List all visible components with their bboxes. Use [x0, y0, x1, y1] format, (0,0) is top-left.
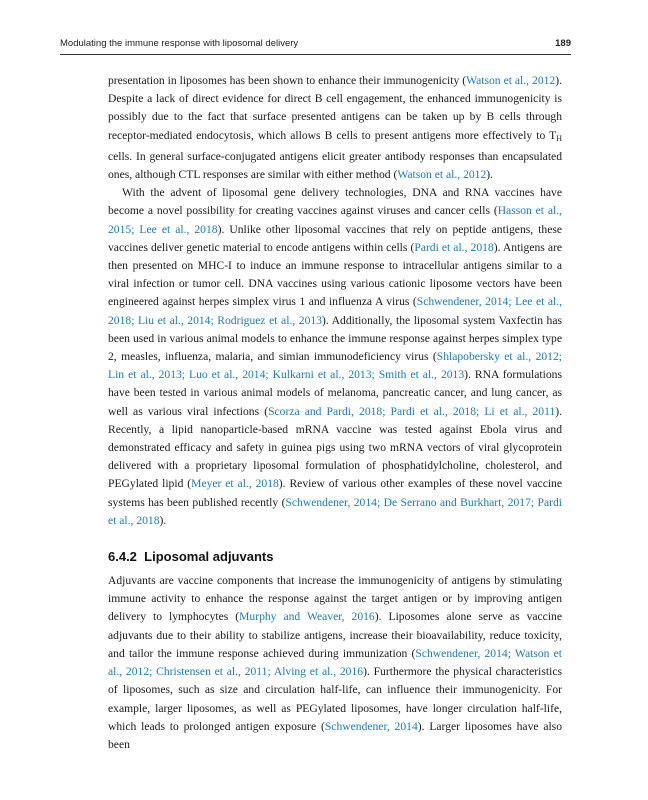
citation-link[interactable]: Murphy and Weaver, 2016	[239, 610, 375, 624]
page-number: 189	[555, 38, 571, 49]
citation-link[interactable]: Scorza and Pardi, 2018; Pardi et al., 2018; Li et al., 2011	[268, 404, 556, 418]
paragraph: Adjuvants are vaccine components that increase the immunogenicity of antigens by stimulating immune activity to enhance the response against the target antigen or by improving antigen delivery to lymphocytes (Murphy and Weaver, 2016). Liposomes alone serve as vaccine adjuvants due to their ability to stabilize antigens, increase their bioavailability, reduce toxicity, and tailor the immune response achieved during immunization (Schwendener, 2014; Watson et al., 2012; Christensen et al., 2011; Alving et al., 2016). Furthermore the physical characteristics of liposomes, such as size and circulation half-life, can influence their immunogenicity. For example, larger liposomes, as well as PEGylated liposomes, have longer circulation half-life, which leads to prolonged antigen exposure (Schwendener, 2014). Larger liposomes have also been	[108, 574, 562, 751]
section-number: 6.4.2	[108, 549, 137, 565]
citation-link[interactable]: Watson et al., 2012	[397, 168, 487, 182]
citation-link[interactable]: Schwendener, 2014	[324, 719, 418, 733]
subscript: H	[556, 133, 562, 143]
citation-link[interactable]: Watson et al., 2012	[466, 74, 556, 87]
section-heading	[108, 548, 562, 566]
section-title: Liposomal adjuvants	[144, 549, 274, 565]
header-rule	[60, 54, 571, 55]
paragraph: presentation in liposomes has been shown to enhance their immunogenicity (Watson et al., 2012). Despite a lack of direct evidence for direct B cell engagement, the enhanced immunogenicity is possibly due to the fact that surface presented antigens can be taken up by B cells through receptor-mediated endocytosis, which allows B cells to present antigens more effectively to $T_H$ cells. In general surface-conjugated antigens elicit greater antibody responses than encapsulated ones, although CTL responses are similar with either method (Watson et al., 2012).	[108, 74, 562, 182]
citation-link[interactable]: Hasson et al., 2015; Lee et al., 2018	[108, 204, 562, 236]
citation-link[interactable]: Pardi et al., 2018	[414, 240, 494, 254]
paragraph: With the advent of liposomal gene delivery technologies, DNA and RNA vaccines have become a novel possibility for creating vaccines against viruses and cancer cells (Hasson et al., 2015; Lee et al., 2018). Unlike other liposomal vaccines that rely on peptide antigens, these vaccines deliver genetic material to encode antigens within cells (Pardi et al., 2018). Antigens are then presented on MHC-I to induce an immune response to intracellular antigens similar to a viral infection or tumor cell. DNA vaccines using various cationic liposome vectors have been engineered against herpes simplex virus 1 and influenza A virus (Schwendener, 2014; Lee et al., 2018; Liu et al., 2014; Rodriguez et al., 2013). Additionally, the liposomal system Vaxfectin has been used in various animal models to enhance the immune response against herpes simplex type 2, measles, influenza, malaria, and simian immunodeficiency virus (Shlapobersky et al., 2012; Lin et al., 2013; Luo et al., 2014; Kulkarni et al., 2013; Smith et al., 2013). RNA formulations have been tested in various animal models of melanoma, pancreatic cancer, and lung cancer, as well as various viral infections (Scorza and Pardi, 2018; Pardi et al., 2018; Li et al., 2011). Recently, a lipid nanoparticle-based mRNA vaccine was tested against Ebola virus and demonstrated efficacy and safety in guinea pigs using two mRNA vectors of viral glycoprotein delivered with a proprietary liposomal formulation of phosphatidylcholine, cholesterol, and PEGylated lipid (Meyer et al., 2018). Review of various other examples of these novel vaccine systems has been published recently (Schwendener, 2014; De Serrano and Burkhart, 2017; Pardi et al., 2018).	[108, 186, 563, 527]
citation-link[interactable]: Schwendener, 2014; Lee et al., 2018; Liu et al., 2014; Rodriguez et al., 2013	[108, 295, 562, 327]
citation-link[interactable]: Schwendener, 2014; De Serrano and Burkhart, 2017; Pardi et al., 2018	[108, 495, 562, 527]
citation-link[interactable]: Meyer et al., 2018	[191, 477, 279, 491]
citation-link[interactable]: Schwendener, 2014; Watson et al., 2012; Christensen et al., 2011; Alving et al., 2016	[108, 646, 562, 679]
running-title: Modulating the immune response with liposomal delivery	[60, 38, 299, 49]
citation-link[interactable]: Shlapobersky et al., 2012; Lin et al., 2013; Luo et al., 2014; Kulkarni et al., 2013; Smith et al., 2013	[108, 350, 563, 382]
body-text	[108, 72, 562, 754]
